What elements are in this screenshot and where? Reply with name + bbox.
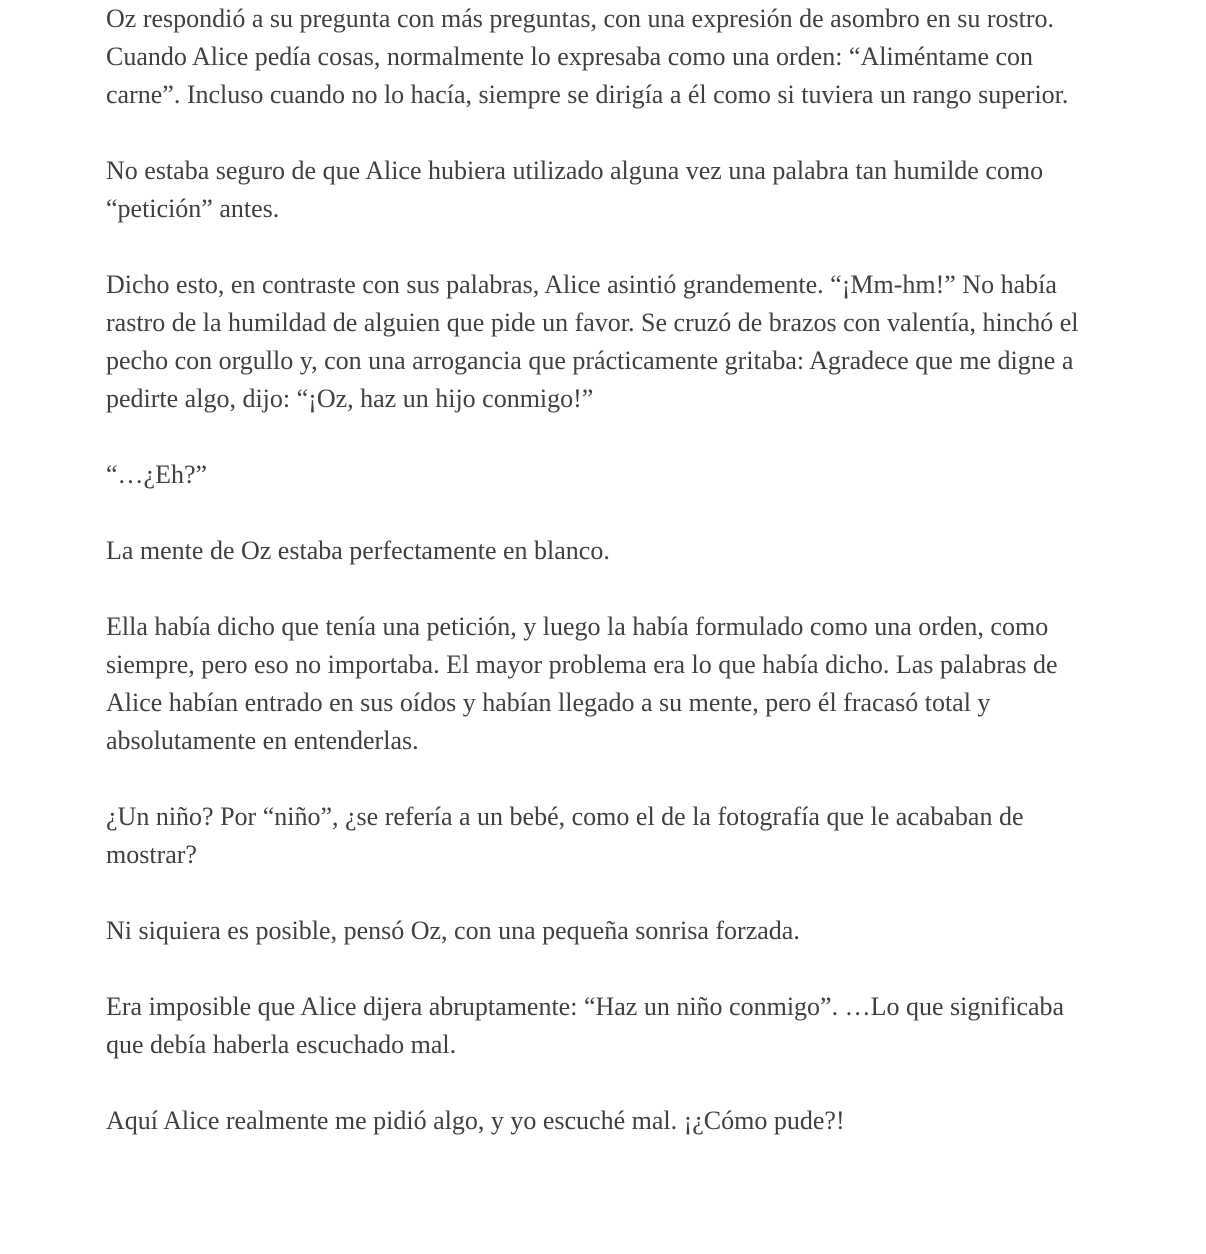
- paragraph-1: Oz respondió a su pregunta con más preguntas, con una expresión de asombro en su rostro. Cuando Alice pedía cosas, normalmente lo expresaba como una orden: “Aliméntame con carne”. Incluso cuando no lo hacía, siempre se dirigía a él como si tuviera un rango superior.: [106, 4, 1069, 109]
- paragraph-10: Aquí Alice realmente me pidió algo, y yo escuché mal. ¡¿Cómo pude?!: [106, 1106, 845, 1135]
- paragraph-5: La mente de Oz estaba perfectamente en blanco.: [106, 536, 610, 565]
- article-body: [106, 0, 1106, 1178]
- paragraph-6: Ella había dicho que tenía una petición, y luego la había formulado como una orden, como siempre, pero eso no importaba. El mayor problema era lo que había dicho. Las palabras de Alice habían entrado en sus oídos y habían llegado a su mente, pero él fracasó total y absolutamente en entenderlas.: [106, 612, 1058, 755]
- paragraph-7: ¿Un niño? Por “niño”, ¿se refería a un bebé, como el de la fotografía que le acababan de mostrar?: [106, 802, 1024, 869]
- paragraph-3: Dicho esto, en contraste con sus palabras, Alice asintió grandemente. “¡Mm-hm!” No había rastro de la humildad de alguien que pide un favor. Se cruzó de brazos con valentía, hinchó el pecho con orgullo y, con una arrogancia que prácticamente gritaba: Agradece que me digne a pedirte algo, dijo: “¡Oz, haz un hijo conmigo!”: [106, 270, 1079, 413]
- paragraph-8: Ni siquiera es posible, pensó Oz, con una pequeña sonrisa forzada.: [106, 916, 800, 945]
- paragraph-2: No estaba seguro de que Alice hubiera utilizado alguna vez una palabra tan humilde como “petición” antes.: [106, 156, 1044, 223]
- paragraph-9: Era imposible que Alice dijera abruptamente: “Haz un niño conmigo”. …Lo que significaba que debía haberla escuchado mal.: [106, 992, 1065, 1059]
- paragraph-4: “…¿Eh?”: [106, 460, 208, 489]
